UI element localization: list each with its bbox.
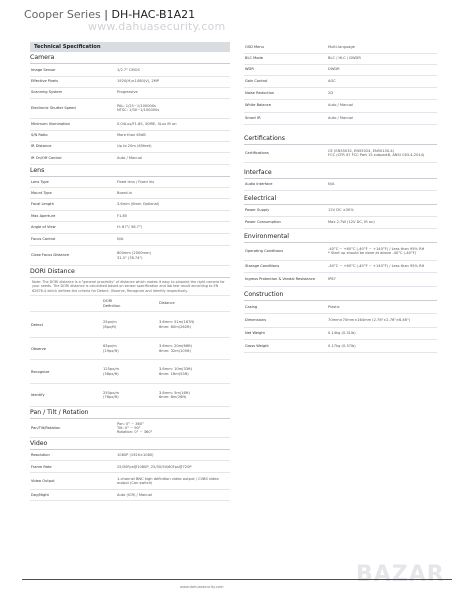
spec-row [30, 188, 230, 199]
spec-value: 2D [327, 87, 437, 99]
spec-label: Storage Conditions [244, 260, 327, 272]
spec-label: Dimensions [244, 314, 327, 328]
spec-label: IR Distance [30, 141, 116, 152]
left-column [30, 42, 230, 501]
spec-value: H: 87°( 58.7°) [116, 222, 230, 234]
spec-row [30, 87, 230, 98]
section-title-lens: Lens [30, 165, 230, 177]
spec-label: Power Supply [244, 205, 327, 217]
spec-value: Auto / Manual [327, 112, 437, 124]
spec-value: Auto / Manual [116, 152, 230, 164]
section-title-electrical: Eelectrical [244, 193, 437, 205]
spec-value: N/A [327, 179, 437, 190]
spec-value: PAL: 1/25~1/100000s NTSC: 1/30~1/100000s [116, 98, 230, 118]
footer-url: www.dahuasecurity.com [180, 585, 224, 589]
spec-value: 1/2.7" CMOS [116, 64, 230, 76]
spec-value: -40°C ~ +60°C (-40°F ~ +140°F) / Less than 95% RH [327, 260, 437, 272]
spec-value: 800mm (2000mm) 31.5" (78.74") [116, 246, 230, 266]
spec-value: Progressive [116, 87, 230, 98]
dori-row [30, 338, 230, 360]
spec-label: Video Output [30, 473, 116, 490]
spec-row [30, 64, 230, 76]
spec-label: Operating Conditions [244, 243, 327, 260]
series-name: Cooper Series [24, 8, 101, 21]
spec-row [244, 243, 437, 260]
dori-distance: 3.6mm: 5m(16ft) 6mm: 8m(26ft) [158, 384, 230, 407]
spec-value: More than 65dB [116, 130, 230, 141]
spec-label: Close Focus Distance [30, 246, 116, 266]
bazar-watermark: BAZAR [356, 562, 445, 587]
spec-row [30, 234, 230, 246]
electrical-table [244, 205, 437, 230]
dori-note: Note: The DORI distance is a "general proximity" of distance which makes it easy to pinpoint the right camera for your needs. The DORI distance is calculated based on sensor specification and lab test result according to EN 62676-4 which defines the criteria for Detect, Observe, Recognize and Identify respectively. [30, 278, 230, 296]
section-title-ptr: Pan / Tilt / Rotation [30, 407, 230, 419]
spec-row [30, 141, 230, 152]
spec-row [30, 76, 230, 87]
dori-table [30, 296, 230, 408]
spec-label: Day/Night [30, 490, 116, 501]
spec-row [30, 450, 230, 461]
model-number: DH-HAC-B1A21 [111, 8, 196, 21]
dori-level: Identify [30, 384, 102, 407]
dori-level: Recognize [30, 360, 102, 384]
spec-label: Certifications [244, 145, 327, 163]
dori-level: Detect [30, 312, 102, 338]
spec-row [30, 211, 230, 222]
spec-row [30, 118, 230, 130]
spec-row [30, 419, 230, 437]
spec-label: Lens Type [30, 177, 116, 188]
spec-value: BLC / HLC / DWDR [327, 53, 437, 64]
spec-value: 0.14kg (0.31lb) [327, 328, 437, 340]
certifications-table [244, 145, 437, 164]
dori-definition: 63px/m (19px/ft) [102, 338, 158, 360]
spec-label: Resolution [30, 450, 116, 461]
dori-col-definition: DORI Definition [102, 296, 158, 312]
spec-label: IR On/Off Control [30, 152, 116, 164]
spec-label: Minimum Illumination [30, 118, 116, 130]
spec-value: Max 2.7W (12V DC, IR on) [327, 217, 437, 229]
spec-row [30, 98, 230, 118]
spec-label: White Balance [244, 99, 327, 112]
spec-label: BLC Mode [244, 53, 327, 64]
header-separator: | [104, 8, 108, 21]
spec-row [244, 328, 437, 340]
dori-distance: 3.6mm: 51m(167ft) 6mm: 80m(262ft) [158, 312, 230, 338]
spec-label: Gain Control [244, 75, 327, 87]
spec-title: Technical Specification [30, 42, 230, 52]
ptr-table [30, 419, 230, 438]
spec-label: OSD Menu [244, 42, 327, 53]
spec-row [244, 314, 437, 328]
spec-label: Net Weight [244, 328, 327, 340]
interface-table [244, 179, 437, 191]
spec-label: Power Consumption [244, 217, 327, 229]
spec-row [30, 473, 230, 490]
spec-value: F1.85 [116, 211, 230, 222]
dori-header-blank [30, 296, 102, 312]
camera-table [30, 64, 230, 165]
spec-label: WDR [244, 64, 327, 75]
spec-label: Scanning System [30, 87, 116, 98]
dori-definition: 25px/m (8px/ft) [102, 312, 158, 338]
spec-label: Casing [244, 301, 327, 314]
spec-row [244, 53, 437, 64]
spec-row [244, 64, 437, 75]
dori-level: Observe [30, 338, 102, 360]
spec-row [244, 205, 437, 217]
spec-row [30, 152, 230, 164]
spec-value: Up to 20m (65feet) [116, 141, 230, 152]
section-title-dori: DORI Distance [30, 266, 230, 278]
spec-value: Board-in [116, 188, 230, 199]
spec-value: 12V DC ±30% [327, 205, 437, 217]
spec-value: 1-channel BNC high definition video output / CVBS video output (Can switch) [116, 473, 230, 490]
spec-value: Fixed lens / Fixed iris [116, 177, 230, 188]
spec-row [244, 340, 437, 353]
lens-table [30, 177, 230, 267]
spec-label: Focus Control [30, 234, 116, 246]
spec-row [244, 112, 437, 124]
spec-row [30, 461, 230, 473]
spec-value: 0.17kg (0.37lb) [327, 340, 437, 353]
spec-label: Smart IR [244, 112, 327, 124]
dori-definition: 125px/m (38px/ft) [102, 360, 158, 384]
section-title-certifications: Certifications [244, 133, 437, 145]
dori-row [30, 360, 230, 384]
spec-row [244, 99, 437, 112]
spec-label: S/N Ratio [30, 130, 116, 141]
dori-distance: 3.6mm: 20m(66ft) 6mm: 32m(105ft) [158, 338, 230, 360]
spec-value: 1920(H)×1080(V), 2MP [116, 76, 230, 87]
construction-table [244, 301, 437, 354]
spec-value: -40°C ~ +60°C (-40°F ~ +140°F) / Less than 95% RH * Start up should be done at above -40°C (-40°F) [327, 243, 437, 260]
spec-value: CE (EN55032, EN55024, EN50130-4) FCC (CFR 47 FCC Part 15 subpartB, ANSI C63.4-2014) [327, 145, 437, 163]
spec-value: 0.04Lux/F1.85, 30IRE, 0Lux IR on [116, 118, 230, 130]
spec-row [244, 217, 437, 229]
dori-row [30, 384, 230, 407]
spec-label: Noise Reduction [244, 87, 327, 99]
spec-label: Frame Rate [30, 461, 116, 473]
dori-header-row [30, 296, 230, 312]
section-title-video: Video [30, 438, 230, 450]
spec-value: 3.6mm (6mm Optional) [116, 199, 230, 211]
spec-row [244, 301, 437, 314]
spec-value: Auto / Manual [327, 99, 437, 112]
spec-row [30, 246, 230, 266]
spec-label: Effective Pixels [30, 76, 116, 87]
spec-label: Pan/Tilt/Rotation [30, 419, 116, 437]
misc-table [244, 42, 437, 125]
spec-value: Pan: 0° ~ 360° Tilt: 0° ~ 90° Rotation: 0° ~ 360° [116, 419, 230, 437]
section-title-construction: Construction [244, 289, 437, 301]
section-title-environmental: Environmental [244, 231, 437, 243]
spec-label: Focal Length [30, 199, 116, 211]
spec-value: 70mm×70mm×164mm (2.76"×2.76"×6.46") [327, 314, 437, 328]
spec-value: DWDR [327, 64, 437, 75]
spec-row [244, 87, 437, 99]
dori-row [30, 312, 230, 338]
spec-label: Gross Weight [244, 340, 327, 353]
spec-row [244, 272, 437, 286]
section-title-camera: Camera [30, 52, 230, 64]
section-title-interface: Interface [244, 167, 437, 179]
spec-value: IP67 [327, 272, 437, 286]
spec-value: N/A [116, 234, 230, 246]
dori-col-distance: Distance [158, 296, 230, 312]
spec-value: AGC [327, 75, 437, 87]
spec-row [30, 177, 230, 188]
spec-value: Plastic [327, 301, 437, 314]
spec-row [30, 222, 230, 234]
spec-label: Ingress Protection & Vandal Resistance [244, 272, 327, 286]
spec-row [30, 490, 230, 501]
dori-distance: 3.6mm: 10m(33ft) 6mm: 16m(53ft) [158, 360, 230, 384]
right-column [244, 42, 437, 353]
spec-row [244, 75, 437, 87]
spec-value: 25/30Fps@1080P, 25/30/50/60Fps@720P [116, 461, 230, 473]
spec-row [244, 260, 437, 272]
spec-row [244, 42, 437, 53]
environmental-table [244, 243, 437, 287]
spec-row [244, 145, 437, 163]
spec-label: Audio Interface [244, 179, 327, 190]
watermark-text: www.dahuasecurity.com [88, 20, 226, 33]
spec-label: Angle of View [30, 222, 116, 234]
dori-definition: 250px/m (76px/ft) [102, 384, 158, 407]
spec-label: Max Aperture [30, 211, 116, 222]
spec-value: Auto (ICR) / Manual [116, 490, 230, 501]
spec-value: 1080P (1920×1080) [116, 450, 230, 461]
video-table [30, 450, 230, 502]
spec-value: Multi-language [327, 42, 437, 53]
spec-row [30, 130, 230, 141]
spec-label: Electronic Shutter Speed [30, 98, 116, 118]
spec-label: Image Sensor [30, 64, 116, 76]
spec-row [30, 199, 230, 211]
spec-row [244, 179, 437, 190]
footer-rule [22, 579, 452, 580]
spec-label: Mount Type [30, 188, 116, 199]
